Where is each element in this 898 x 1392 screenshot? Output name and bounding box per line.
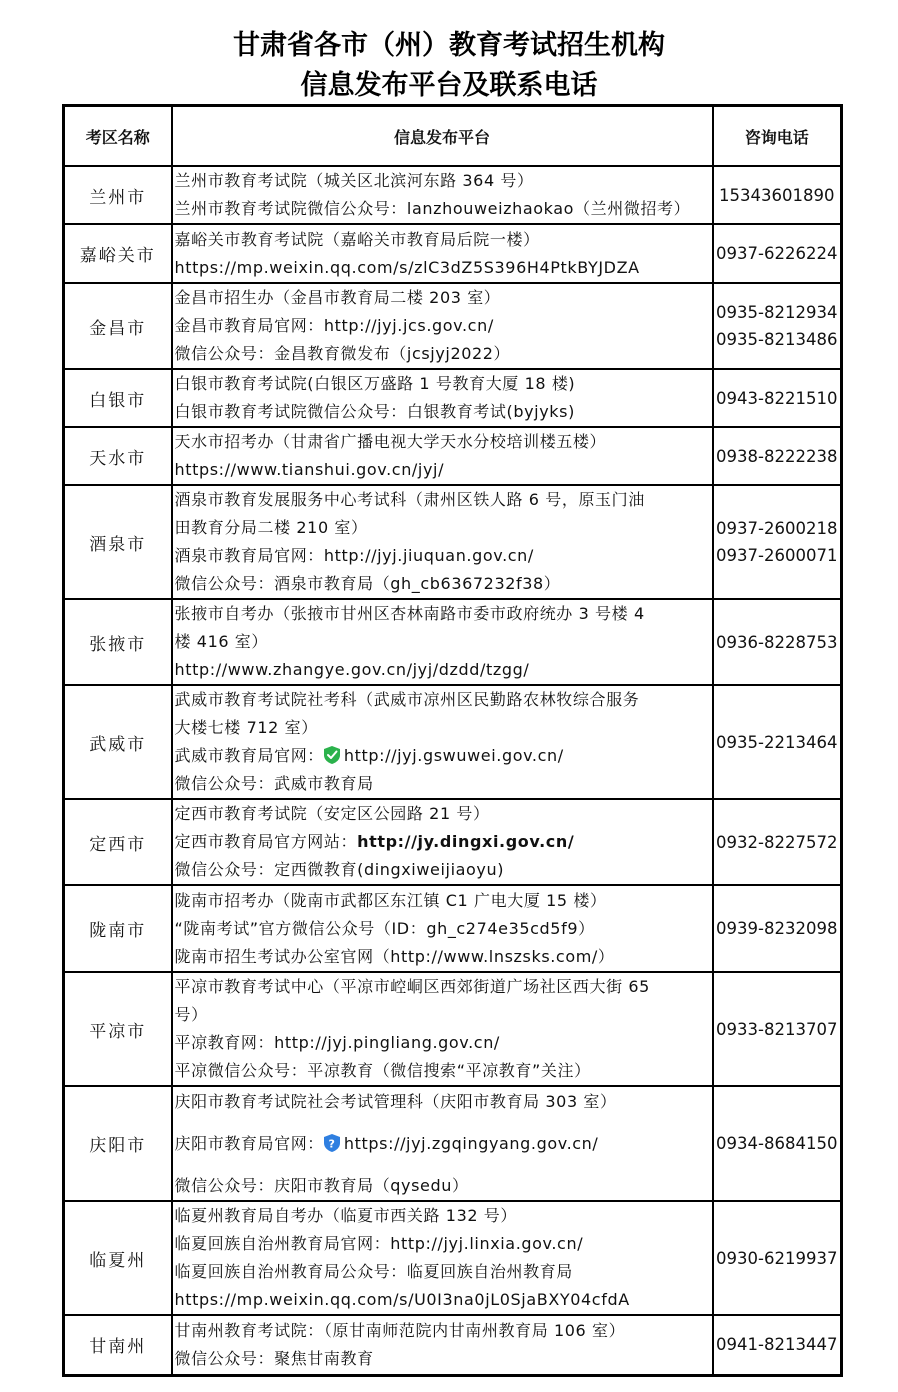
phone-cell <box>713 485 842 599</box>
region-name: 临夏州 <box>64 1201 172 1315</box>
phone-cell <box>713 369 842 427</box>
table-row <box>64 427 842 485</box>
phone-number: 0943-8221510 <box>716 388 838 408</box>
platform-cell <box>172 283 713 369</box>
platform-line: 田教育分局二楼 210 室） <box>174 518 368 537</box>
region-name: 兰州市 <box>64 166 172 224</box>
blue-shield-question-icon <box>324 1134 340 1152</box>
platform-url[interactable]: https://mp.weixin.qq.com/s/zlC3dZ5S396H4PtkBYJDZA <box>174 257 640 277</box>
table-row <box>64 224 842 283</box>
region-name: 嘉峪关市 <box>64 224 172 283</box>
platform-line: 微信公众号：庆阳市教育局（qysedu） <box>174 1175 469 1195</box>
phone-number: 0934-8684150 <box>716 1134 838 1153</box>
table-row <box>64 599 842 685</box>
platform-line: 甘南州教育考试院：（原甘南师范院内甘南州教育局 106 室） <box>174 1320 626 1340</box>
platform-line: 平凉微信公众号：平凉教育（微信搜索“平凉教育”关注） <box>174 1061 591 1080</box>
phone-number: 0930-6219937 <box>716 1248 838 1268</box>
table-row <box>64 885 842 972</box>
platform-cell <box>172 1315 713 1375</box>
platform-line: 微信公众号：金昌教育微发布（jcsjyj2022） <box>174 344 511 363</box>
platform-cell <box>172 1086 713 1201</box>
platform-line: 武威市教育考试院社考科（武威市凉州区民勤路农林牧综合服务 <box>174 690 640 709</box>
platform-line <box>175 828 712 856</box>
region-name: 平凉市 <box>64 972 172 1086</box>
table-row <box>64 166 842 224</box>
phone-cell <box>713 599 842 685</box>
platform-cell <box>172 369 713 427</box>
platform-url[interactable]: https://mp.weixin.qq.com/s/U0I3na0jL0SjaBXY04cfdA <box>174 1290 630 1309</box>
platform-cell <box>172 685 713 799</box>
phone-number: 0937-2600218 <box>716 519 838 538</box>
platform-line: 平凉教育网：http://jyj.pingliang.gov.cn/ <box>174 1033 500 1052</box>
phone-number: 0939-8232098 <box>716 919 838 938</box>
platform-line: 微信公众号：聚焦甘南教育 <box>174 1348 374 1368</box>
region-name: 张掖市 <box>64 599 172 685</box>
region-name: 武威市 <box>64 685 172 799</box>
phone-cell <box>713 799 842 885</box>
platform-url[interactable]: https://www.tianshui.gov.cn/jyj/ <box>174 460 445 479</box>
platform-url[interactable]: http://jyj.gswuwei.gov.cn/ <box>343 746 564 765</box>
phone-number: 0932-8227572 <box>716 832 838 852</box>
header-region: 考区名称 <box>64 106 172 167</box>
platform-line <box>175 742 712 770</box>
table-header-row <box>64 106 842 167</box>
platform-line: 微信公众号：武威市教育局 <box>174 774 374 793</box>
platform-cell <box>172 972 713 1086</box>
platform-label: 庆阳市教育局官网： <box>174 1133 324 1153</box>
phone-cell <box>713 283 842 369</box>
platform-cell <box>172 599 713 685</box>
phone-number: 0938-8222238 <box>716 446 838 466</box>
phone-cell <box>713 224 842 283</box>
platform-line: 金昌市教育局官网：http://jyj.jcs.gov.cn/ <box>174 316 494 335</box>
platform-cell <box>172 799 713 885</box>
platform-line: “陇南考试”官方微信公众号（ID：gh_c274e35cd5f9） <box>174 918 595 938</box>
table-row <box>64 799 842 885</box>
phone-cell <box>713 166 842 224</box>
phone-cell <box>713 1086 842 1201</box>
region-name: 金昌市 <box>64 283 172 369</box>
table-row <box>64 1315 842 1375</box>
platform-line: 酒泉市教育发展服务中心考试科（肃州区铁人路 6 号，原玉门油 <box>174 490 645 509</box>
region-name: 定西市 <box>64 799 172 885</box>
platform-line: 兰州市教育考试院微信公众号：lanzhouweizhaokao（兰州微招考） <box>174 199 691 218</box>
platform-line: 微信公众号：酒泉市教育局（gh_cb6367232f38） <box>174 574 561 593</box>
platform-label: 武威市教育局官网： <box>174 746 324 765</box>
platform-cell <box>172 885 713 972</box>
region-name: 陇南市 <box>64 885 172 972</box>
platform-line: 酒泉市教育局官网：http://jyj.jiuquan.gov.cn/ <box>174 546 534 565</box>
platform-cell <box>172 427 713 485</box>
header-platform: 信息发布平台 <box>172 106 713 167</box>
platform-line: 定西市教育考试院（安定区公园路 21 号） <box>174 804 490 823</box>
table-row <box>64 972 842 1086</box>
svg-text:?: ? <box>328 1137 336 1150</box>
platform-line <box>175 1116 712 1172</box>
platform-line: 庆阳市教育考试院社会考试管理科（庆阳市教育局 303 室） <box>174 1091 617 1111</box>
phone-number: 15343601890 <box>719 185 835 205</box>
platform-line: 陇南市招考办（陇南市武都区东江镇 C1 广电大厦 15 楼） <box>174 890 607 910</box>
platform-line: 临夏州教育局自考办（临夏市西关路 132 号） <box>174 1206 518 1225</box>
region-name: 天水市 <box>64 427 172 485</box>
platform-line: 楼 416 室） <box>174 632 269 651</box>
platform-line: 微信公众号：定西微教育(dingxiweijiaoyu) <box>174 860 505 879</box>
platform-url[interactable]: http://jy.dingxi.gov.cn/ <box>357 832 575 851</box>
phone-number: 0935-8213486 <box>716 330 838 349</box>
table-row <box>64 283 842 369</box>
platform-line: 嘉峪关市教育考试院（嘉峪关市教育局后院一楼） <box>174 229 540 249</box>
platform-line: 临夏回族自治州教育局官网：http://jyj.linxia.gov.cn/ <box>174 1234 584 1253</box>
table-row <box>64 369 842 427</box>
phone-cell <box>713 885 842 972</box>
platform-line: 号） <box>174 1005 208 1024</box>
platform-line: 白银市教育考试院微信公众号：白银教育考试(byjyks) <box>174 402 575 421</box>
platform-line: 大楼七楼 712 室） <box>174 718 318 737</box>
region-name: 酒泉市 <box>64 485 172 599</box>
phone-number: 0935-2213464 <box>716 732 838 752</box>
platform-url[interactable]: https://jyj.zgqingyang.gov.cn/ <box>343 1133 599 1153</box>
platform-label: 定西市教育局官方网站： <box>174 832 358 851</box>
phone-cell <box>713 1201 842 1315</box>
green-shield-check-icon <box>324 746 340 764</box>
region-name: 庆阳市 <box>64 1086 172 1201</box>
platform-line: 张掖市自考办（张掖市甘州区杏林南路市委市政府统办 3 号楼 4 <box>174 604 645 623</box>
phone-number: 0941-8213447 <box>716 1335 838 1355</box>
region-name: 甘南州 <box>64 1315 172 1375</box>
table-row <box>64 485 842 599</box>
header-phone: 咨询电话 <box>713 106 842 167</box>
contact-table <box>62 104 843 1377</box>
phone-number: 0937-6226224 <box>716 244 838 263</box>
platform-line: 兰州市教育考试院（城关区北滨河东路 364 号） <box>174 171 534 190</box>
phone-cell <box>713 685 842 799</box>
phone-number: 0936-8228753 <box>716 632 838 652</box>
table-row <box>64 685 842 799</box>
page-title-line2: 信息发布平台及联系电话 <box>300 70 598 101</box>
platform-line: 平凉市教育考试中心（平凉市崆峒区西郊街道广场社区西大街 65 <box>174 977 650 996</box>
phone-number: 0933-8213707 <box>716 1019 838 1039</box>
platform-line: 白银市教育考试院(白银区万盛路 1 号教育大厦 18 楼) <box>174 374 576 393</box>
phone-number: 0937-2600071 <box>716 546 838 565</box>
table-row <box>64 1086 842 1201</box>
table-row <box>64 1201 842 1315</box>
platform-cell <box>172 224 713 283</box>
phone-cell <box>713 972 842 1086</box>
platform-url[interactable]: http://www.zhangye.gov.cn/jyj/dzdd/tzgg/ <box>174 660 530 679</box>
region-name: 白银市 <box>64 369 172 427</box>
platform-cell <box>172 1201 713 1315</box>
platform-cell <box>172 166 713 224</box>
platform-line: 陇南市招生考试办公室官网（http://www.lnszsks.com/） <box>174 946 615 966</box>
page-title-line1: 甘肃省各市（州）教育考试招生机构 <box>233 30 665 61</box>
platform-line: 临夏回族自治州教育局公众号：临夏回族自治州教育局 <box>174 1262 573 1281</box>
phone-cell <box>713 1315 842 1375</box>
platform-cell <box>172 485 713 599</box>
platform-line: 金昌市招生办（金昌市教育局二楼 203 室） <box>174 288 501 307</box>
platform-line: 天水市招考办（甘肃省广播电视大学天水分校培训楼五楼） <box>174 432 607 451</box>
phone-cell <box>713 427 842 485</box>
phone-number: 0935-8212934 <box>716 303 838 322</box>
